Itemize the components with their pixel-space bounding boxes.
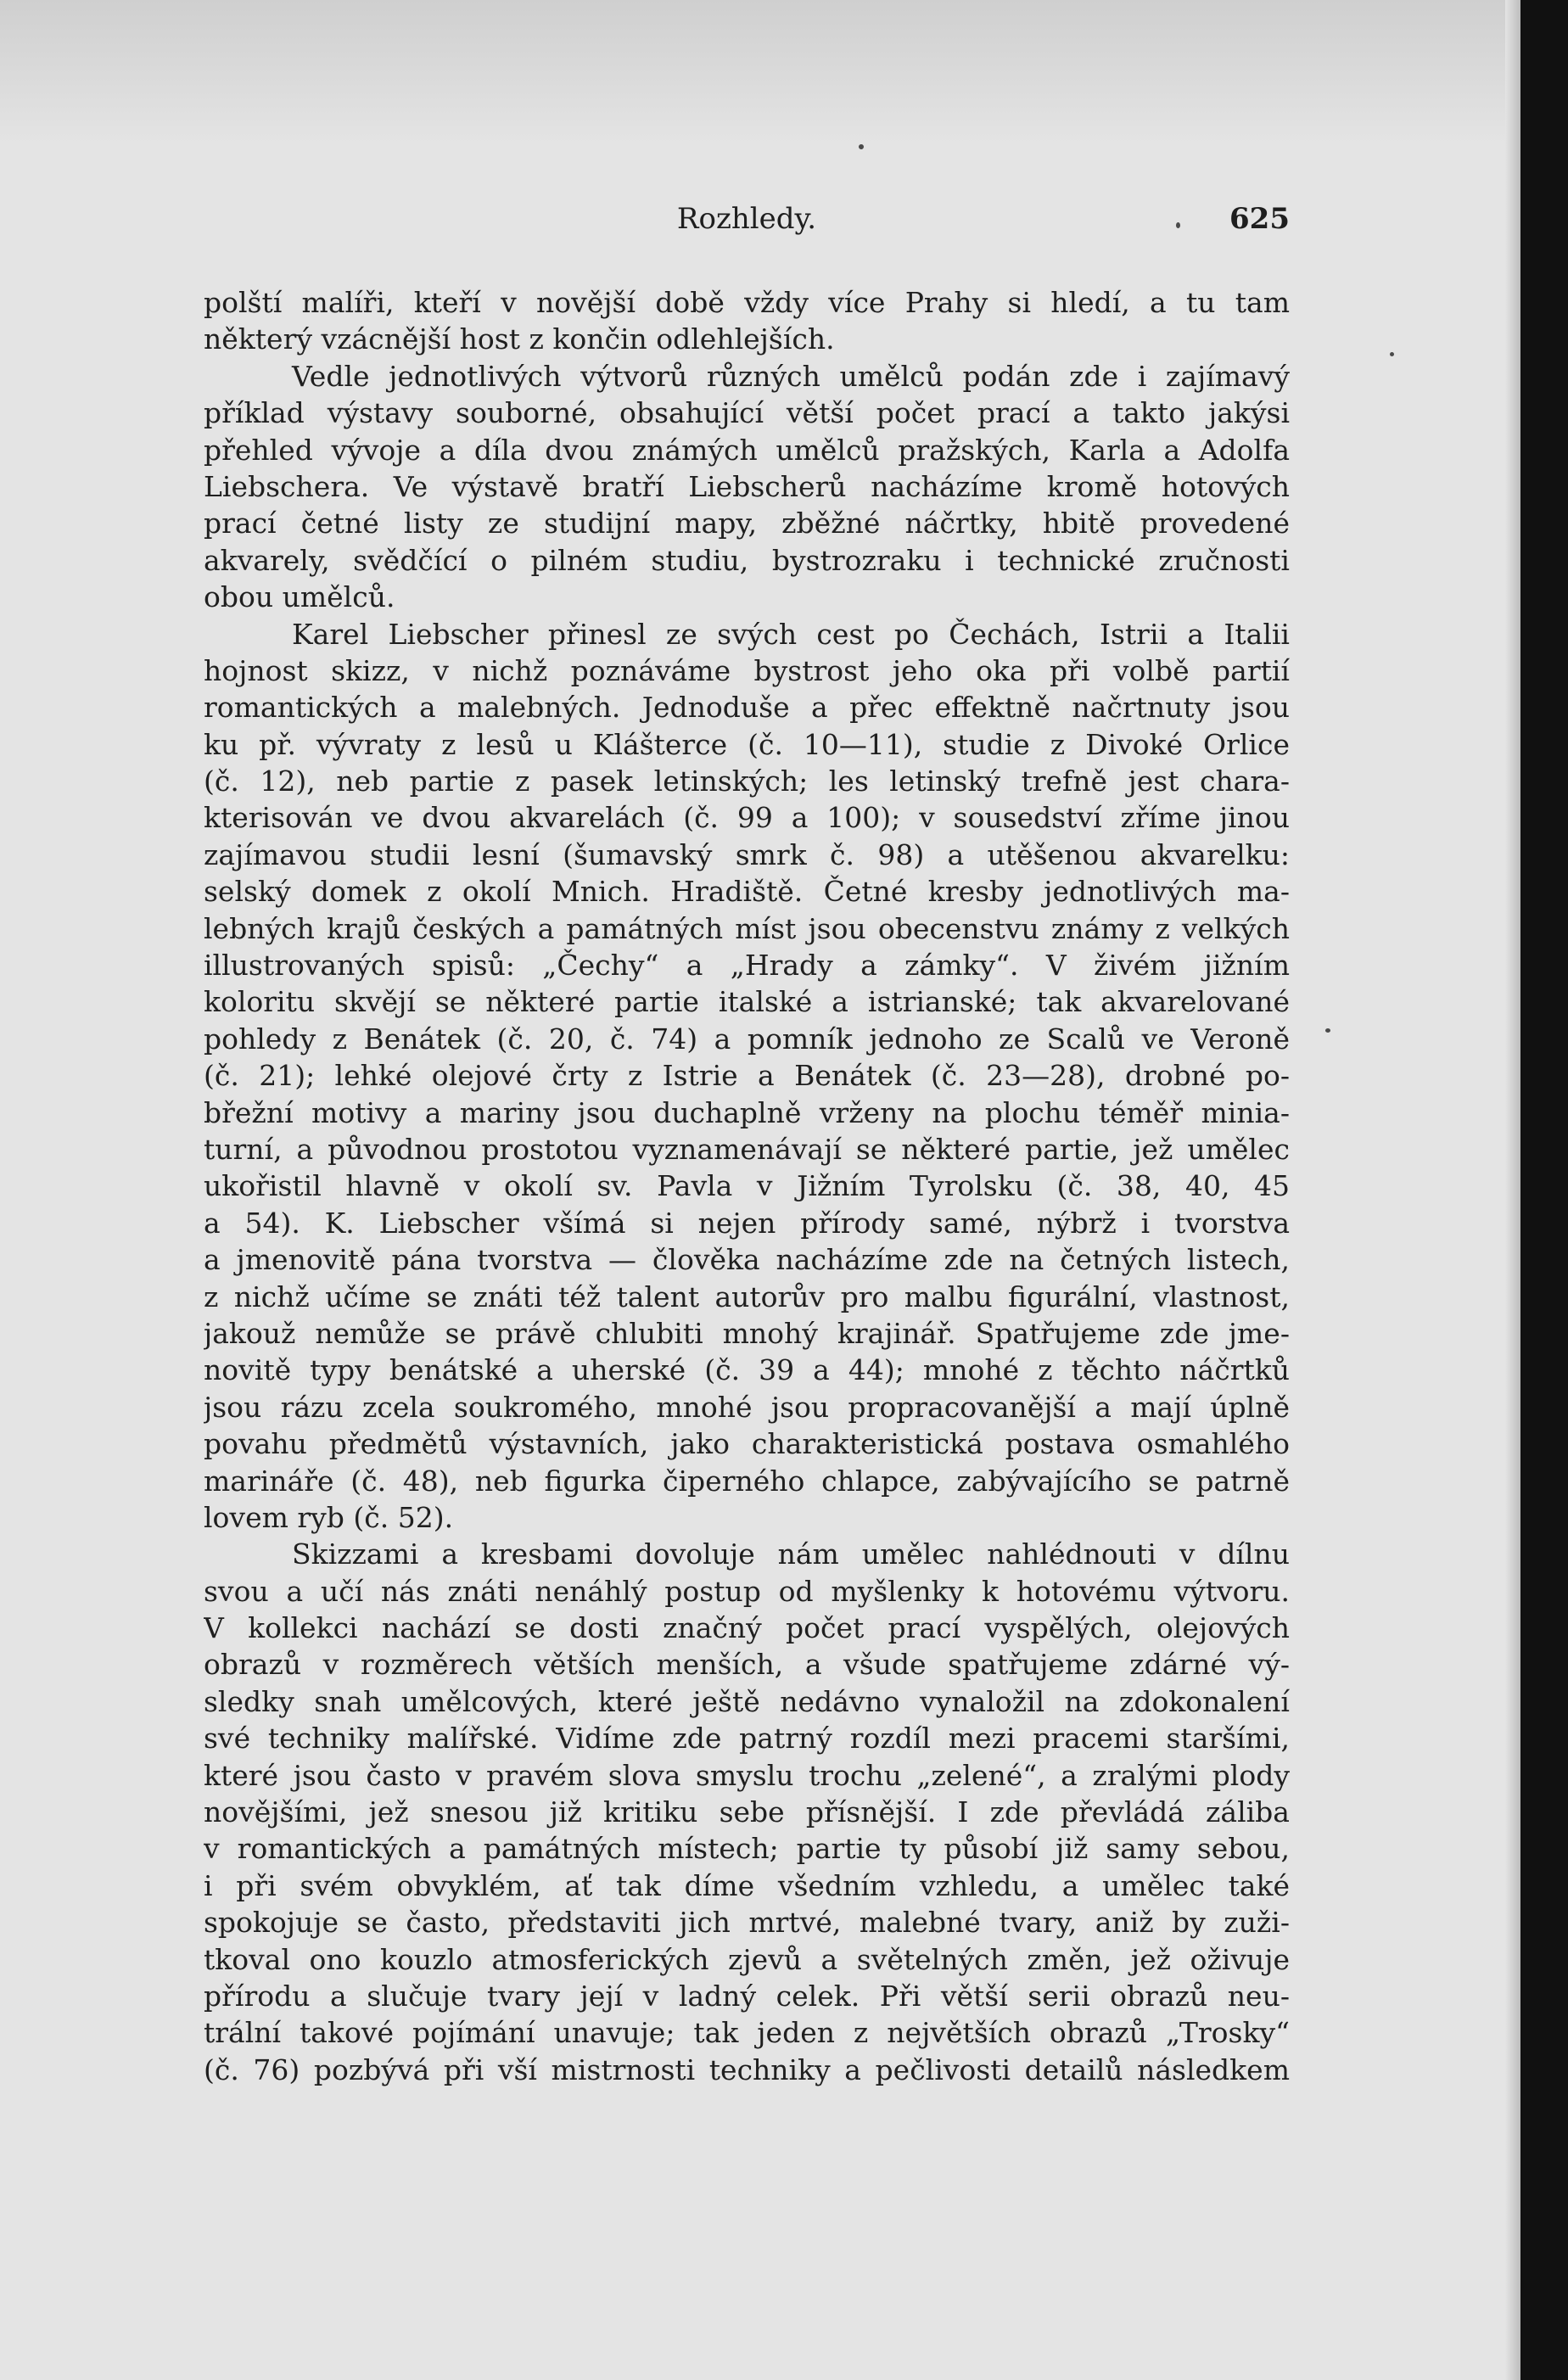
page-edge-shading bbox=[1505, 0, 1520, 2380]
text-line: břežní motivy a mariny jsou duchaplně vrženy na plochu téměř minia- bbox=[204, 1095, 1290, 1129]
text-line: akvarely, svědčící o pilném studiu, bystrozraku i technické zručnosti bbox=[204, 543, 1290, 577]
text-line: illustrovaných spisů: „Čechy“ a „Hrady a zámky“. V živém jižním bbox=[204, 949, 1290, 983]
text-line: marináře (č. 48), neb figurka čiperného chlapce, zabývajícího se patrně bbox=[204, 1464, 1290, 1498]
text-line: některý vzácnější host z končin odlehlejších. bbox=[204, 322, 835, 356]
text-line: přehled vývoje a díla dvou známých umělců pražských, Karla a Adolfa bbox=[204, 433, 1290, 467]
text-line: v romantických a památných místech; partie ty působí již samy sebou, bbox=[204, 1832, 1290, 1866]
page-header bbox=[204, 202, 1290, 249]
text-line: kterisován ve dvou akvarelách (č. 99 a 100); v sousedství zříme jinou bbox=[204, 801, 1290, 835]
binding-gutter bbox=[1520, 0, 1568, 2380]
text-line: přírodu a slučuje tvary její v ladný celek. Při větší serii obrazů neu- bbox=[204, 1979, 1290, 2013]
text-line: sledky snah umělcových, které ještě nedávno vynaložil na zdokonalení bbox=[204, 1684, 1290, 1718]
text-line: hojnost skizz, v nichž poznáváme bystrost jeho oka při volbě partií bbox=[204, 653, 1290, 687]
text-line: prací četné listy ze studijní mapy, zběžné náčrtky, hbitě provedené bbox=[204, 507, 1290, 540]
text-line: tkoval ono kouzlo atmosferických zjevů a světelných změn, jež oživuje bbox=[204, 1942, 1290, 1976]
text-line: novitě typy benátské a uherské (č. 39 a 44); mnohé z těchto náčrtků bbox=[204, 1353, 1290, 1387]
text-line: Karel Liebscher přinesl ze svých cest po Čechách, Istrii a Italii bbox=[292, 617, 1290, 651]
text-line: trální takové pojímání unavuje; tak jeden z největších obrazů „Trosky“ bbox=[204, 2016, 1290, 2050]
text-line: zajímavou studii lesní (šumavský smrk č. 98) a utěšenou akvarelku: bbox=[204, 837, 1290, 871]
text-line: (č. 12), neb partie z pasek letinských; les letinský trefně jest chara- bbox=[204, 764, 1290, 798]
scan-speck bbox=[1390, 352, 1394, 356]
article-body bbox=[204, 284, 1290, 2088]
text-line: a jmenovitě pána tvorstva — člověka nacházíme zde na četných listech, bbox=[204, 1243, 1290, 1277]
text-line: Liebschera. Ve výstavě bratří Liebscherů nacházíme kromě hotových bbox=[204, 469, 1290, 503]
text-line: jsou rázu zcela soukromého, mnohé jsou propracovanější a mají úplně bbox=[204, 1390, 1290, 1424]
text-line: (č. 21); lehké olejové črty z Istrie a Benátek (č. 23—28), drobné po- bbox=[204, 1059, 1290, 1093]
text-line: příklad výstavy souborné, obsahující větší počet prací a takto jakýsi bbox=[204, 396, 1290, 430]
text-line: i při svém obvyklém, ať tak díme všedním vzhledu, a umělec také bbox=[204, 1868, 1290, 1902]
text-line: které jsou často v pravém slova smyslu trochu „zelené“, a zralými plody bbox=[204, 1758, 1290, 1792]
text-line: své techniky malířské. Vidíme zde patrný rozdíl mezi pracemi staršími, bbox=[204, 1722, 1290, 1756]
text-line: ku př. vývraty z lesů u Klášterce (č. 10—11), studie z Divoké Orlice bbox=[204, 727, 1290, 761]
text-line: povahu předmětů výstavních, jako charakteristická postava osmahlého bbox=[204, 1427, 1290, 1461]
scan-speck bbox=[1325, 1028, 1330, 1033]
scan-speck bbox=[859, 144, 864, 149]
text-line: novějšími, jež snesou již kritiku sebe přísnější. I zde převládá záliba bbox=[204, 1795, 1290, 1829]
text-line: obou umělců. bbox=[204, 580, 395, 614]
text-line: obrazů v rozměrech větších menších, a všude spatřujeme zdárné vý- bbox=[204, 1648, 1290, 1682]
text-line: z nichž učíme se znáti též talent autorův pro malbu figurální, vlastnost, bbox=[204, 1280, 1290, 1313]
text-line: Vedle jednotlivých výtvorů různých umělců podán zde i zajímavý bbox=[292, 359, 1290, 393]
text-line: lebných krajů českých a památných míst jsou obecenstvu známy z velkých bbox=[204, 911, 1290, 945]
text-line: lovem ryb (č. 52). bbox=[204, 1500, 454, 1534]
running-title: Rozhledy. bbox=[676, 202, 817, 236]
text-line: selský domek z okolí Mnich. Hradiště. Četné kresby jednotlivých ma- bbox=[204, 875, 1290, 909]
page-number: 625 bbox=[1229, 202, 1290, 236]
text-line: turní, a původnou prostotou vyznamenávají se některé partie, jež umělec bbox=[204, 1132, 1290, 1166]
text-line: spokojuje se často, představiti jich mrtvé, malebné tvary, aniž by zuži- bbox=[204, 1906, 1290, 1940]
text-line: V kollekci nachází se dosti značný počet prací vyspělých, olejových bbox=[204, 1611, 1290, 1645]
text-line: svou a učí nás znáti nenáhlý postup od myšlenky k hotovému výtvoru. bbox=[204, 1574, 1290, 1608]
text-line: a 54). K. Liebscher všímá si nejen přírody samé, nýbrž i tvorstva bbox=[204, 1206, 1290, 1240]
text-line: polští malíři, kteří v novější době vždy více Prahy si hledí, a tu tam bbox=[204, 286, 1290, 319]
text-line: ukořistil hlavně v okolí sv. Pavla v Jižním Tyrolsku (č. 38, 40, 45 bbox=[204, 1169, 1290, 1203]
text-line: romantických a malebných. Jednoduše a přec effektně načrtnuty jsou bbox=[204, 691, 1290, 725]
text-line: pohledy z Benátek (č. 20, č. 74) a pomník jednoho ze Scalů ve Veroně bbox=[204, 1022, 1290, 1056]
text-line: koloritu skvějí se některé partie italské a istrianské; tak akvarelované bbox=[204, 985, 1290, 1019]
text-line: Skizzami a kresbami dovoluje nám umělec nahlédnouti v dílnu bbox=[292, 1537, 1290, 1571]
text-line: jakouž nemůže se právě chlubiti mnohý krajinář. Spatřujeme zde jme- bbox=[204, 1316, 1290, 1350]
paper-shadow bbox=[0, 0, 1520, 144]
text-line: (č. 76) pozbývá při vší mistrnosti techniky a pečlivosti detailů následkem bbox=[204, 2052, 1290, 2086]
